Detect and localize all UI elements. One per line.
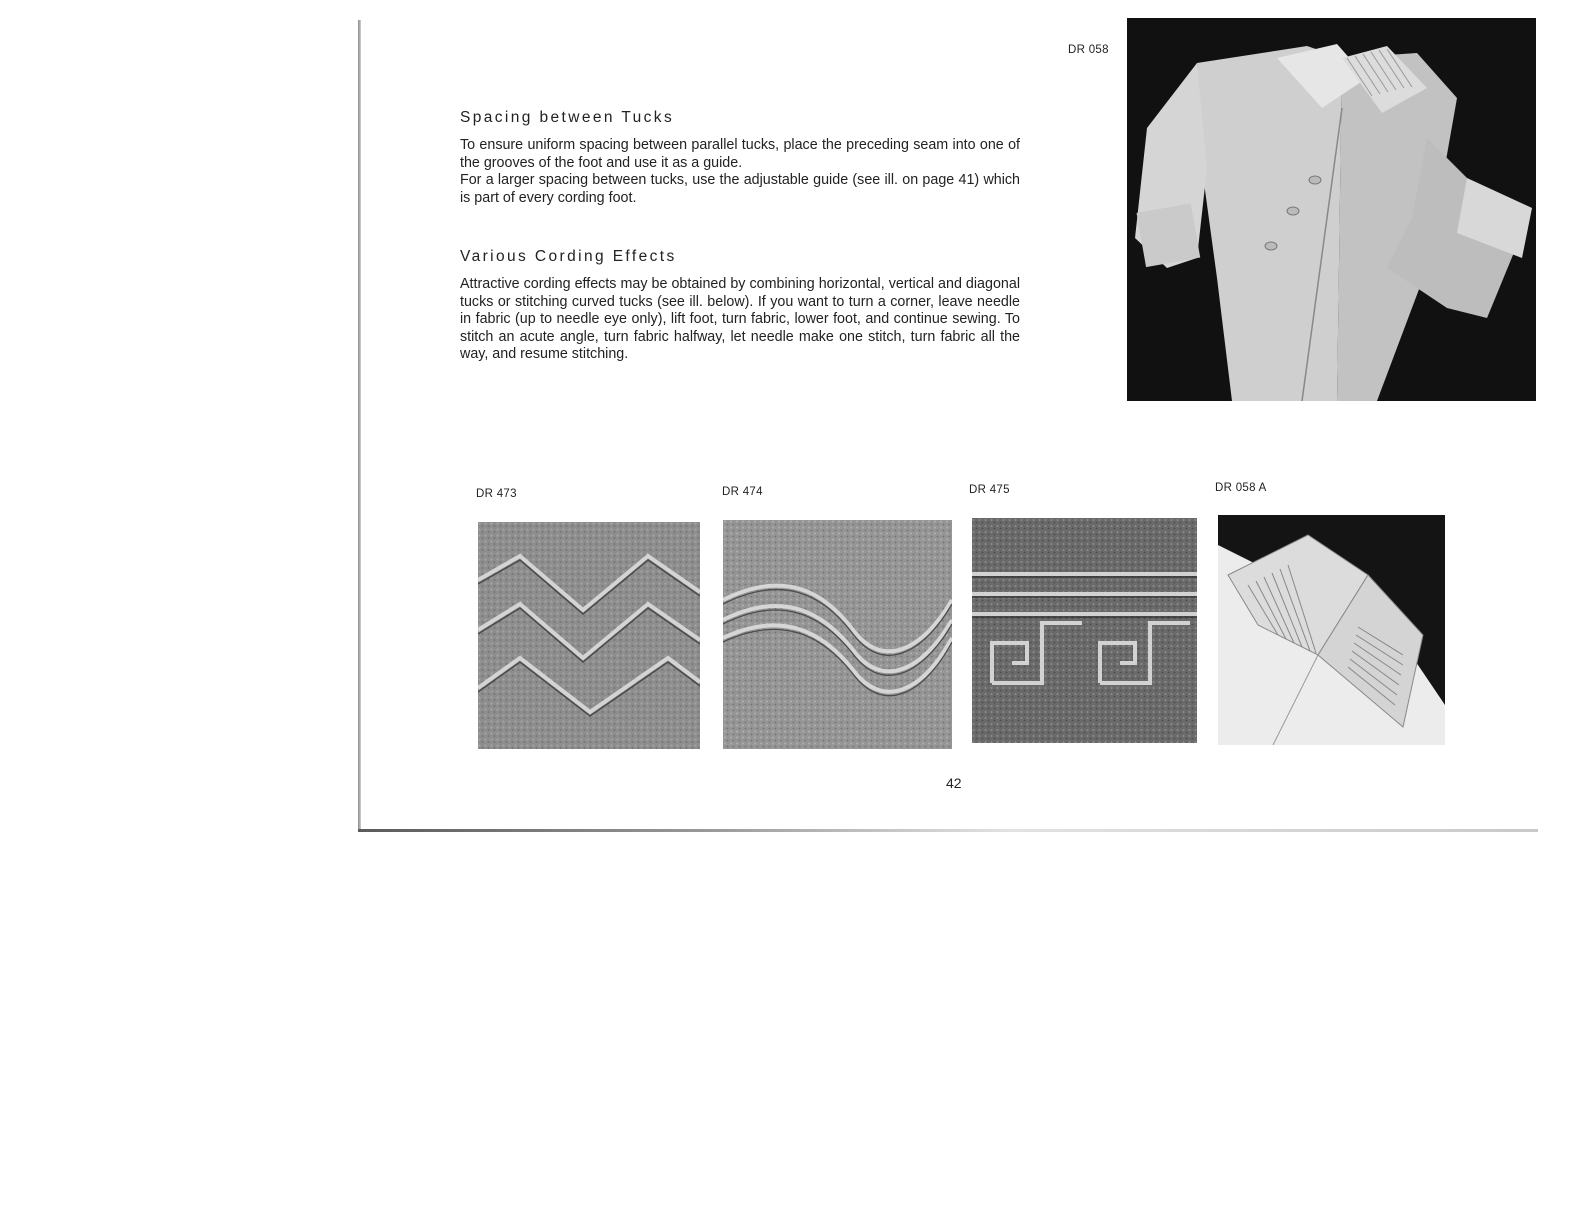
paragraph-cording-effects: Attractive cording effects may be obtained by combining horizontal, vertical and diagonal tucks or stitching curved tucks (see ill. below). If you want to turn a corner, leave needle in fabric (up to needle eye only), lift foot, turn fabric, lower foot, and continue sewing. To stitch an acute angle, turn fabric halfway, let needle make one stitch, turn fabric all the way, and resume stitching. bbox=[460, 276, 1020, 363]
page-edge-bottom bbox=[358, 829, 1538, 832]
heading-spacing-between-tucks: Spacing between Tucks bbox=[460, 109, 675, 126]
figure-label-main: DR 058 bbox=[1068, 44, 1109, 56]
paragraph-spacing-2: For a larger spacing between tucks, use the adjustable guide (see ill. on page 41) which is part of every cording foot. bbox=[460, 172, 1020, 206]
figure-label-dr473: DR 473 bbox=[476, 488, 517, 500]
page-number: 42 bbox=[946, 775, 962, 791]
figure-label-dr474: DR 474 bbox=[722, 486, 763, 498]
collar-detail-photo bbox=[1218, 515, 1445, 745]
heading-various-cording-effects: Various Cording Effects bbox=[460, 248, 677, 265]
wave-tucks-photo bbox=[723, 520, 952, 749]
page-edge-left bbox=[358, 20, 361, 832]
blouse-photo bbox=[1127, 18, 1536, 401]
figure-label-dr058a: DR 058 A bbox=[1215, 482, 1267, 494]
paragraph-spacing-1: To ensure uniform spacing between parallel tucks, place the preceding seam into one of the grooves of the foot and use it as a guide. bbox=[460, 137, 1020, 171]
greek-key-tucks-photo bbox=[972, 518, 1197, 743]
zigzag-tucks-photo bbox=[478, 522, 700, 749]
figure-label-dr475: DR 475 bbox=[969, 484, 1010, 496]
